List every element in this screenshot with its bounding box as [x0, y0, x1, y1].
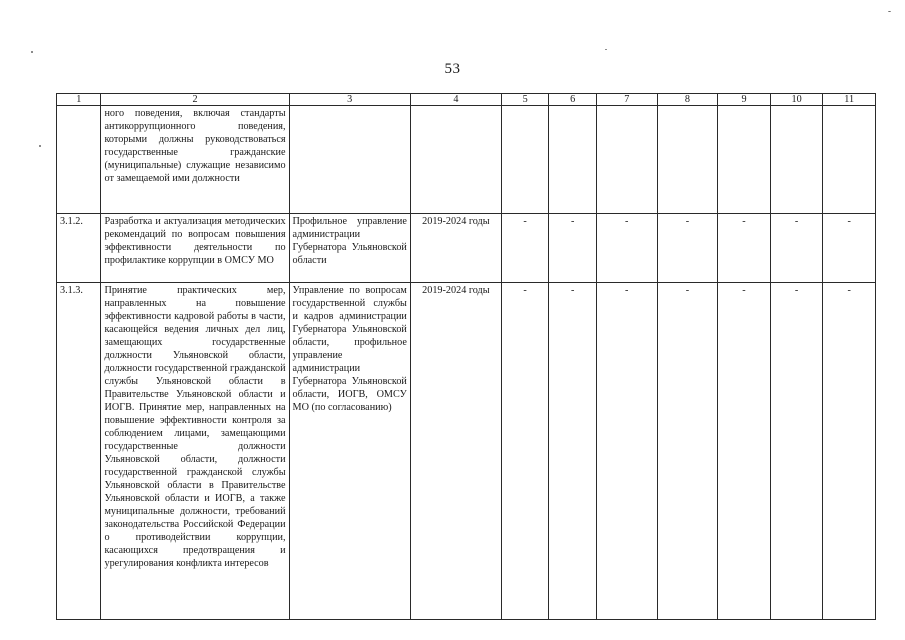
value-cell: - [823, 283, 876, 620]
implementation-period: 2019-2024 годы [410, 214, 501, 283]
table-row [57, 106, 876, 214]
item-number: 3.1.2. [57, 214, 101, 283]
scan-speck [31, 51, 33, 53]
value-cell: - [657, 214, 718, 283]
column-header: 7 [596, 94, 657, 106]
column-header: 8 [657, 94, 718, 106]
value-cell: - [501, 283, 549, 620]
value-cell: - [823, 214, 876, 283]
table-row [57, 214, 876, 283]
value-cell: - [770, 214, 823, 283]
value-cell [596, 106, 657, 214]
column-header: 6 [549, 94, 597, 106]
value-cell [501, 106, 549, 214]
header-row [57, 94, 876, 106]
value-cell [770, 106, 823, 214]
scan-speck [888, 11, 891, 12]
column-header: 11 [823, 94, 876, 106]
item-number: 3.1.3. [57, 283, 101, 620]
scan-speck [39, 145, 41, 147]
responsible-executor: Управление по вопросам государственной службы и кадров администрации Губернатора Ульяновской области, профильное управление администрации Губернатора Ульяновской области, ИОГВ, ОМСУ МО (по согласованию) [289, 283, 410, 620]
value-cell: - [596, 283, 657, 620]
scan-speck [605, 49, 607, 50]
column-header: 5 [501, 94, 549, 106]
value-cell [549, 106, 597, 214]
value-cell: - [596, 214, 657, 283]
measure-description: Разработка и актуализация методических рекомендаций по вопросам повышения эффективности деятельности по профилактике коррупции в ОМСУ МО [101, 214, 289, 283]
column-header: 10 [770, 94, 823, 106]
responsible-executor [289, 106, 410, 214]
column-header: 9 [718, 94, 771, 106]
value-cell: - [501, 214, 549, 283]
value-cell [823, 106, 876, 214]
column-header: 3 [289, 94, 410, 106]
column-header: 2 [101, 94, 289, 106]
value-cell: - [718, 214, 771, 283]
measure-description: ного поведения, включая стандарты антикоррупционного поведения, которыми должны руководствоваться государственные гражданские (муниципальные) служащие независимо от замещаемой ими должности [101, 106, 289, 214]
value-cell: - [718, 283, 771, 620]
column-header: 4 [410, 94, 501, 106]
value-cell: - [549, 214, 597, 283]
value-cell: - [657, 283, 718, 620]
measure-description: Принятие практических мер, направленных на повышение эффективности кадровой работы в части, касающейся ведения личных дел лиц, замещающих государственные должности Ульяновской области, должности государственной гражданской службы Ульяновской области в Правительстве Ульяновской области и ИОГВ. Принятие мер, направленных на повышение эффективности контроля за соблюдением лицами, замещающими государственные должности Ульяновской области, должности государственной гражданской службы Ульяновской области в Правительстве Ульяновской области и ИОГВ, а также муниципальные должности, требований законодательства Российской Федерации о противодействии коррупции, касающихся предотвращения и урегулирования конфликта интересов [101, 283, 289, 620]
implementation-period [410, 106, 501, 214]
value-cell [657, 106, 718, 214]
value-cell: - [770, 283, 823, 620]
implementation-period: 2019-2024 годы [410, 283, 501, 620]
value-cell [718, 106, 771, 214]
table-row [57, 283, 876, 620]
responsible-executor: Профильное управление администрации Губернатора Ульяновской области [289, 214, 410, 283]
value-cell: - [549, 283, 597, 620]
page-number: 53 [444, 61, 461, 77]
measures-table [56, 93, 876, 620]
column-header: 1 [57, 94, 101, 106]
item-number [57, 106, 101, 214]
